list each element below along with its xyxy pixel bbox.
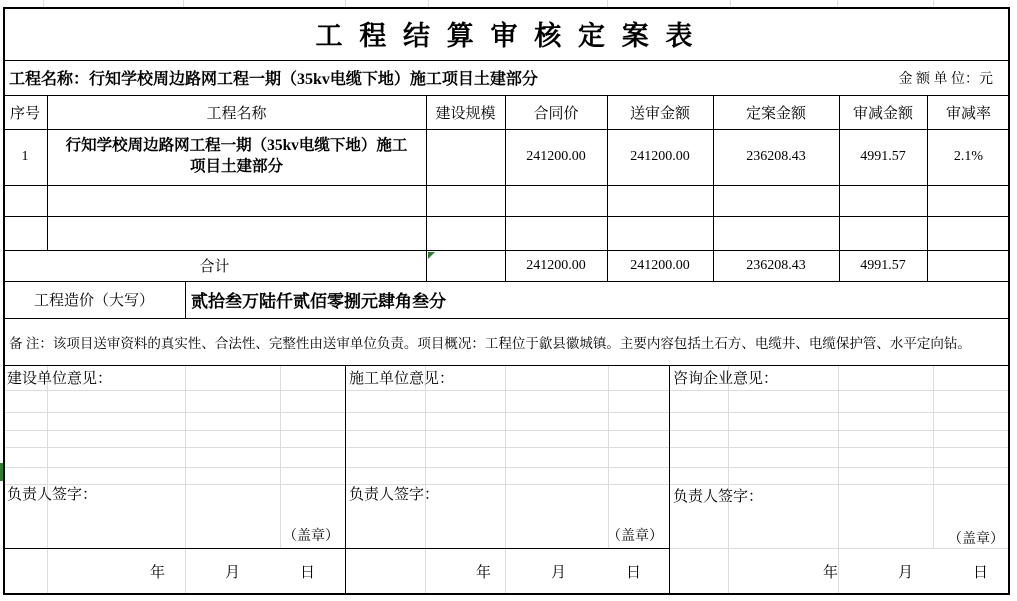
total-approved-amount-cell[interactable]: 236208.43 [746, 257, 806, 273]
header-reduced-amount: 审减金额 [852, 105, 913, 122]
total-row-label: 合计 [199, 259, 230, 275]
section-contractor-opinion[interactable] [345, 365, 669, 595]
owner-date-label: 年 月 日 [149, 565, 325, 581]
row1-reduction-rate-cell[interactable]: 2.1% [953, 149, 984, 164]
header-contract-price: 合同价 [533, 105, 579, 122]
row1-contract-price-cell[interactable]: 241200.00 [526, 149, 586, 164]
header-reduction-rate: 审减率 [945, 105, 991, 122]
section-owner-opinion[interactable] [3, 365, 345, 595]
header-seq: 序号 [9, 105, 40, 122]
row1-seq-cell[interactable]: 1 [21, 149, 29, 164]
consultant-seal-label: （盖章） [948, 532, 1004, 547]
header-submitted-amount: 送审金额 [629, 105, 690, 122]
amount-unit-note: 金 额 单 位：元 [898, 71, 993, 87]
contractor-date-label: 年 月 日 [475, 565, 651, 581]
total-submitted-amount-cell[interactable]: 241200.00 [630, 257, 690, 273]
consultant-signer-label: 负责人签字： [673, 488, 764, 505]
owner-signer-label: 负责人签字： [7, 486, 98, 503]
project-name-line: 工程名称：行知学校周边路网工程一期（35kv电缆下地）施工项目土建部分 [9, 71, 538, 88]
row1-project-name-cell[interactable]: 行知学校周边路网工程一期（35kv电缆下地）施工项目土建部分 [65, 137, 408, 175]
note-row: 备 注：该项目送审资料的真实性、合法性、完整性由送审单位负责。项目概况：工程位于歙县徽城镇。主要内容包括土石方、电缆井、电缆保护管、水平定向钻。 [9, 335, 971, 351]
total-reduction-rate-cell[interactable] [927, 250, 1010, 281]
empty-table-row-3[interactable] [3, 216, 1010, 250]
row1-submitted-amount-cell[interactable]: 241200.00 [630, 149, 690, 164]
amount-words-label: 工程造价（大写） [33, 293, 154, 309]
amount-words-value[interactable]: 贰拾叁万陆仟贰佰零捌元肆角叁分 [191, 292, 446, 311]
contractor-signer-label: 负责人签字： [349, 486, 440, 503]
header-build-scale: 建设规模 [435, 105, 496, 122]
header-approved-amount: 定案金额 [745, 105, 806, 122]
consultant-opinion-label: 咨询企业意见： [673, 370, 779, 387]
row1-reduced-amount-cell[interactable]: 4991.57 [860, 149, 906, 164]
header-project-name: 工程名称 [206, 105, 267, 122]
contractor-opinion-label: 施工单位意见： [349, 370, 455, 387]
total-contract-price-cell[interactable]: 241200.00 [526, 257, 586, 273]
consultant-date-label: 年 月 日 [822, 565, 998, 581]
section-consultant-opinion[interactable] [669, 365, 1010, 595]
contractor-seal-label: （盖章） [607, 529, 663, 544]
owner-seal-label: （盖章） [283, 529, 339, 544]
empty-table-row-2[interactable] [3, 185, 1010, 216]
total-reduced-amount-cell[interactable]: 4991.57 [860, 257, 906, 273]
row1-approved-amount-cell[interactable]: 236208.43 [746, 149, 806, 164]
row1-build-scale-cell[interactable] [426, 129, 505, 185]
owner-opinion-label: 建设单位意见： [7, 370, 113, 387]
excel-error-marker-icon [428, 252, 435, 259]
page-title: 工 程 结 算 审 核 定 案 表 [315, 21, 698, 51]
left-edge-green-marker [0, 463, 3, 481]
